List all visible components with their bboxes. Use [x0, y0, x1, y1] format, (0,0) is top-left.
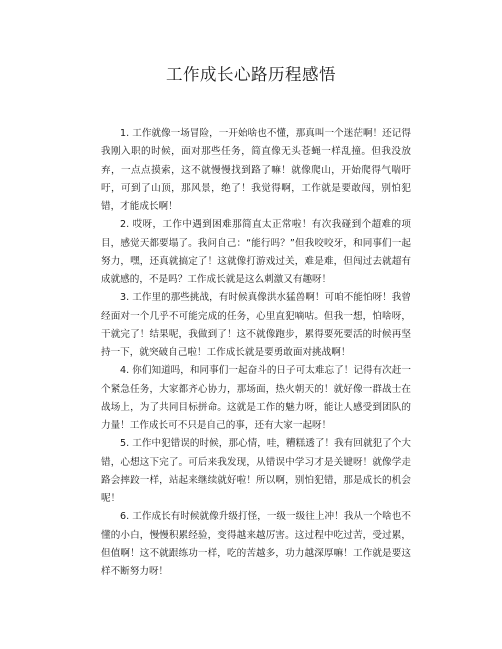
document-body — [101, 125, 411, 581]
paragraph-5: 5. 工作中犯错误的时候，那心情，哇，糟糕透了！我有回就犯了个大错，心想这下完了。可后来我发现，从错误中学习才是关键呀！就像学走路会摔跤一样，站起来继续就好啦！所以啊，别怕犯错，那是成长的机会呢！ — [101, 438, 411, 504]
paragraph-1: 1. 工作就像一场冒险，一开始啥也不懂，那真叫一个迷茫啊！还记得我刚入职的时候，面对那些任务，简直像无头苍蝇一样乱撞。但我没放弃，一点点摸索，这不就慢慢找到路了嘛！就像爬山，开始爬得气喘吁吁，可到了山顶，那风景，绝了！我觉得啊，工作就是要敢闯，别怕犯错，才能成长啊！ — [101, 128, 411, 212]
paragraph-6: 6. 工作成长有时候就像升级打怪，一级一级往上冲！我从一个啥也不懂的小白，慢慢积累经验，变得越来越厉害。这过程中吃过苦，受过累，但值啊！这不就跟练功一样，吃的苦越多，功力越深厚嘛！工作就是要这样不断努力呀！ — [101, 511, 411, 577]
paragraph-4: 4. 你们知道吗，和同事们一起奋斗的日子可太难忘了！记得有次赶一个紧急任务，大家都齐心协力，那场面，热火朝天的！就好像一群战士在战场上，为了共同目标拼命。这就是工作的魅力呀，能让人感受到团队的力量！工作成长可不只是自己的事，还有大家一起呀！ — [101, 365, 411, 431]
paragraph-2: 2. 哎呀，工作中遇到困难那简直太正常啦！有次我碰到个超难的项目，感觉天都要塌了。我问自己：“能行吗？”但我咬咬牙，和同事们一起努力，嘿，还真就搞定了！这就像打游戏过关，难是难，但闯过去就超有成就感的，不是吗？工作成长就是这么刺激又有趣呀！ — [101, 219, 411, 285]
paragraph-3: 3. 工作里的那些挑战，有时候真像洪水猛兽啊！可咱不能怕呀！我曾经面对一个几乎不可能完成的任务，心里直犯嘀咕。但我一想，怕啥呀，干就完了！结果呢，我做到了！这不就像跑步，累得要死要活的时候再坚持一下，就突破自己啦！工作成长就是要勇敢面对挑战啊！ — [101, 292, 411, 358]
document-title: 工作成长心路历程感悟 — [166, 65, 336, 84]
